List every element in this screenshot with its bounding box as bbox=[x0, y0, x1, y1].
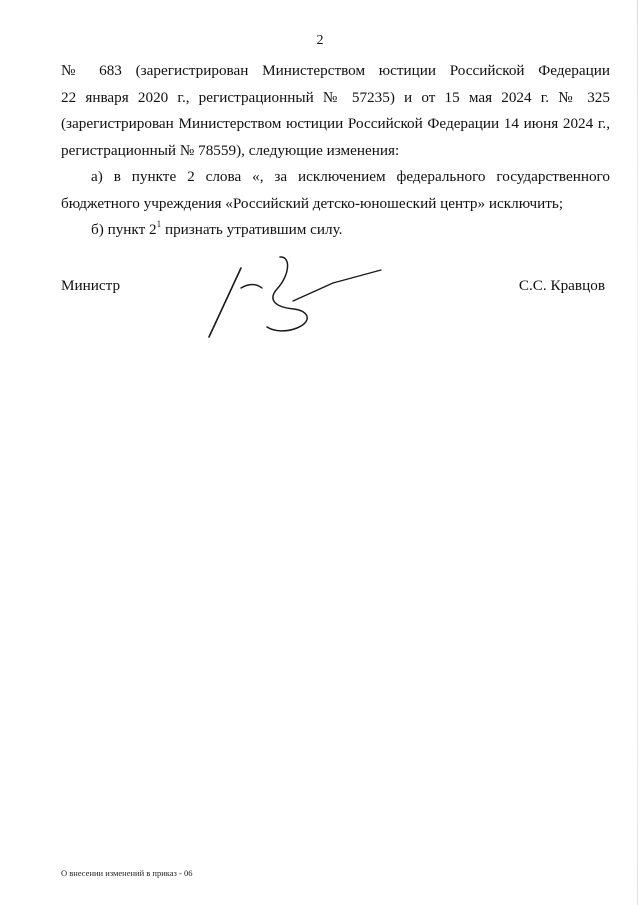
paragraph-line: 22 января 2020 г., регистрационный № 57235) и от 15 мая 2024 г. № 325 bbox=[61, 88, 610, 106]
handwritten-signature-icon bbox=[201, 255, 391, 345]
scan-edge bbox=[637, 0, 638, 905]
footer-note: О внесении изменений в приказ - 06 bbox=[61, 868, 193, 878]
signatory-name: С.С. Кравцов bbox=[518, 277, 605, 294]
paragraph-line: (зарегистрирован Министерством юстиции Российской Федерации 14 июня 2024 г., bbox=[61, 115, 610, 132]
paragraph-line: № 683 (зарегистрирован Министерством юстиции Российской Федерации bbox=[61, 62, 610, 79]
superscript: 1 bbox=[156, 218, 162, 229]
item-b-text: б) пункт 2 bbox=[91, 221, 157, 238]
item-b-text-rest: признать утратившим силу. bbox=[161, 221, 343, 238]
paragraph-line: регистрационный № 78559), следующие изменения: bbox=[61, 141, 400, 159]
list-item-a: а) в пункте 2 слова «, за исключением федерального государственного бюджетного учреждения «Российский детско-юношеский центр» исключить; bbox=[61, 168, 610, 212]
document-body bbox=[61, 58, 610, 244]
signatory-title: Министр bbox=[61, 277, 121, 294]
list-item-b bbox=[61, 217, 610, 244]
signature-block bbox=[61, 277, 605, 347]
page-number: 2 bbox=[316, 33, 324, 48]
